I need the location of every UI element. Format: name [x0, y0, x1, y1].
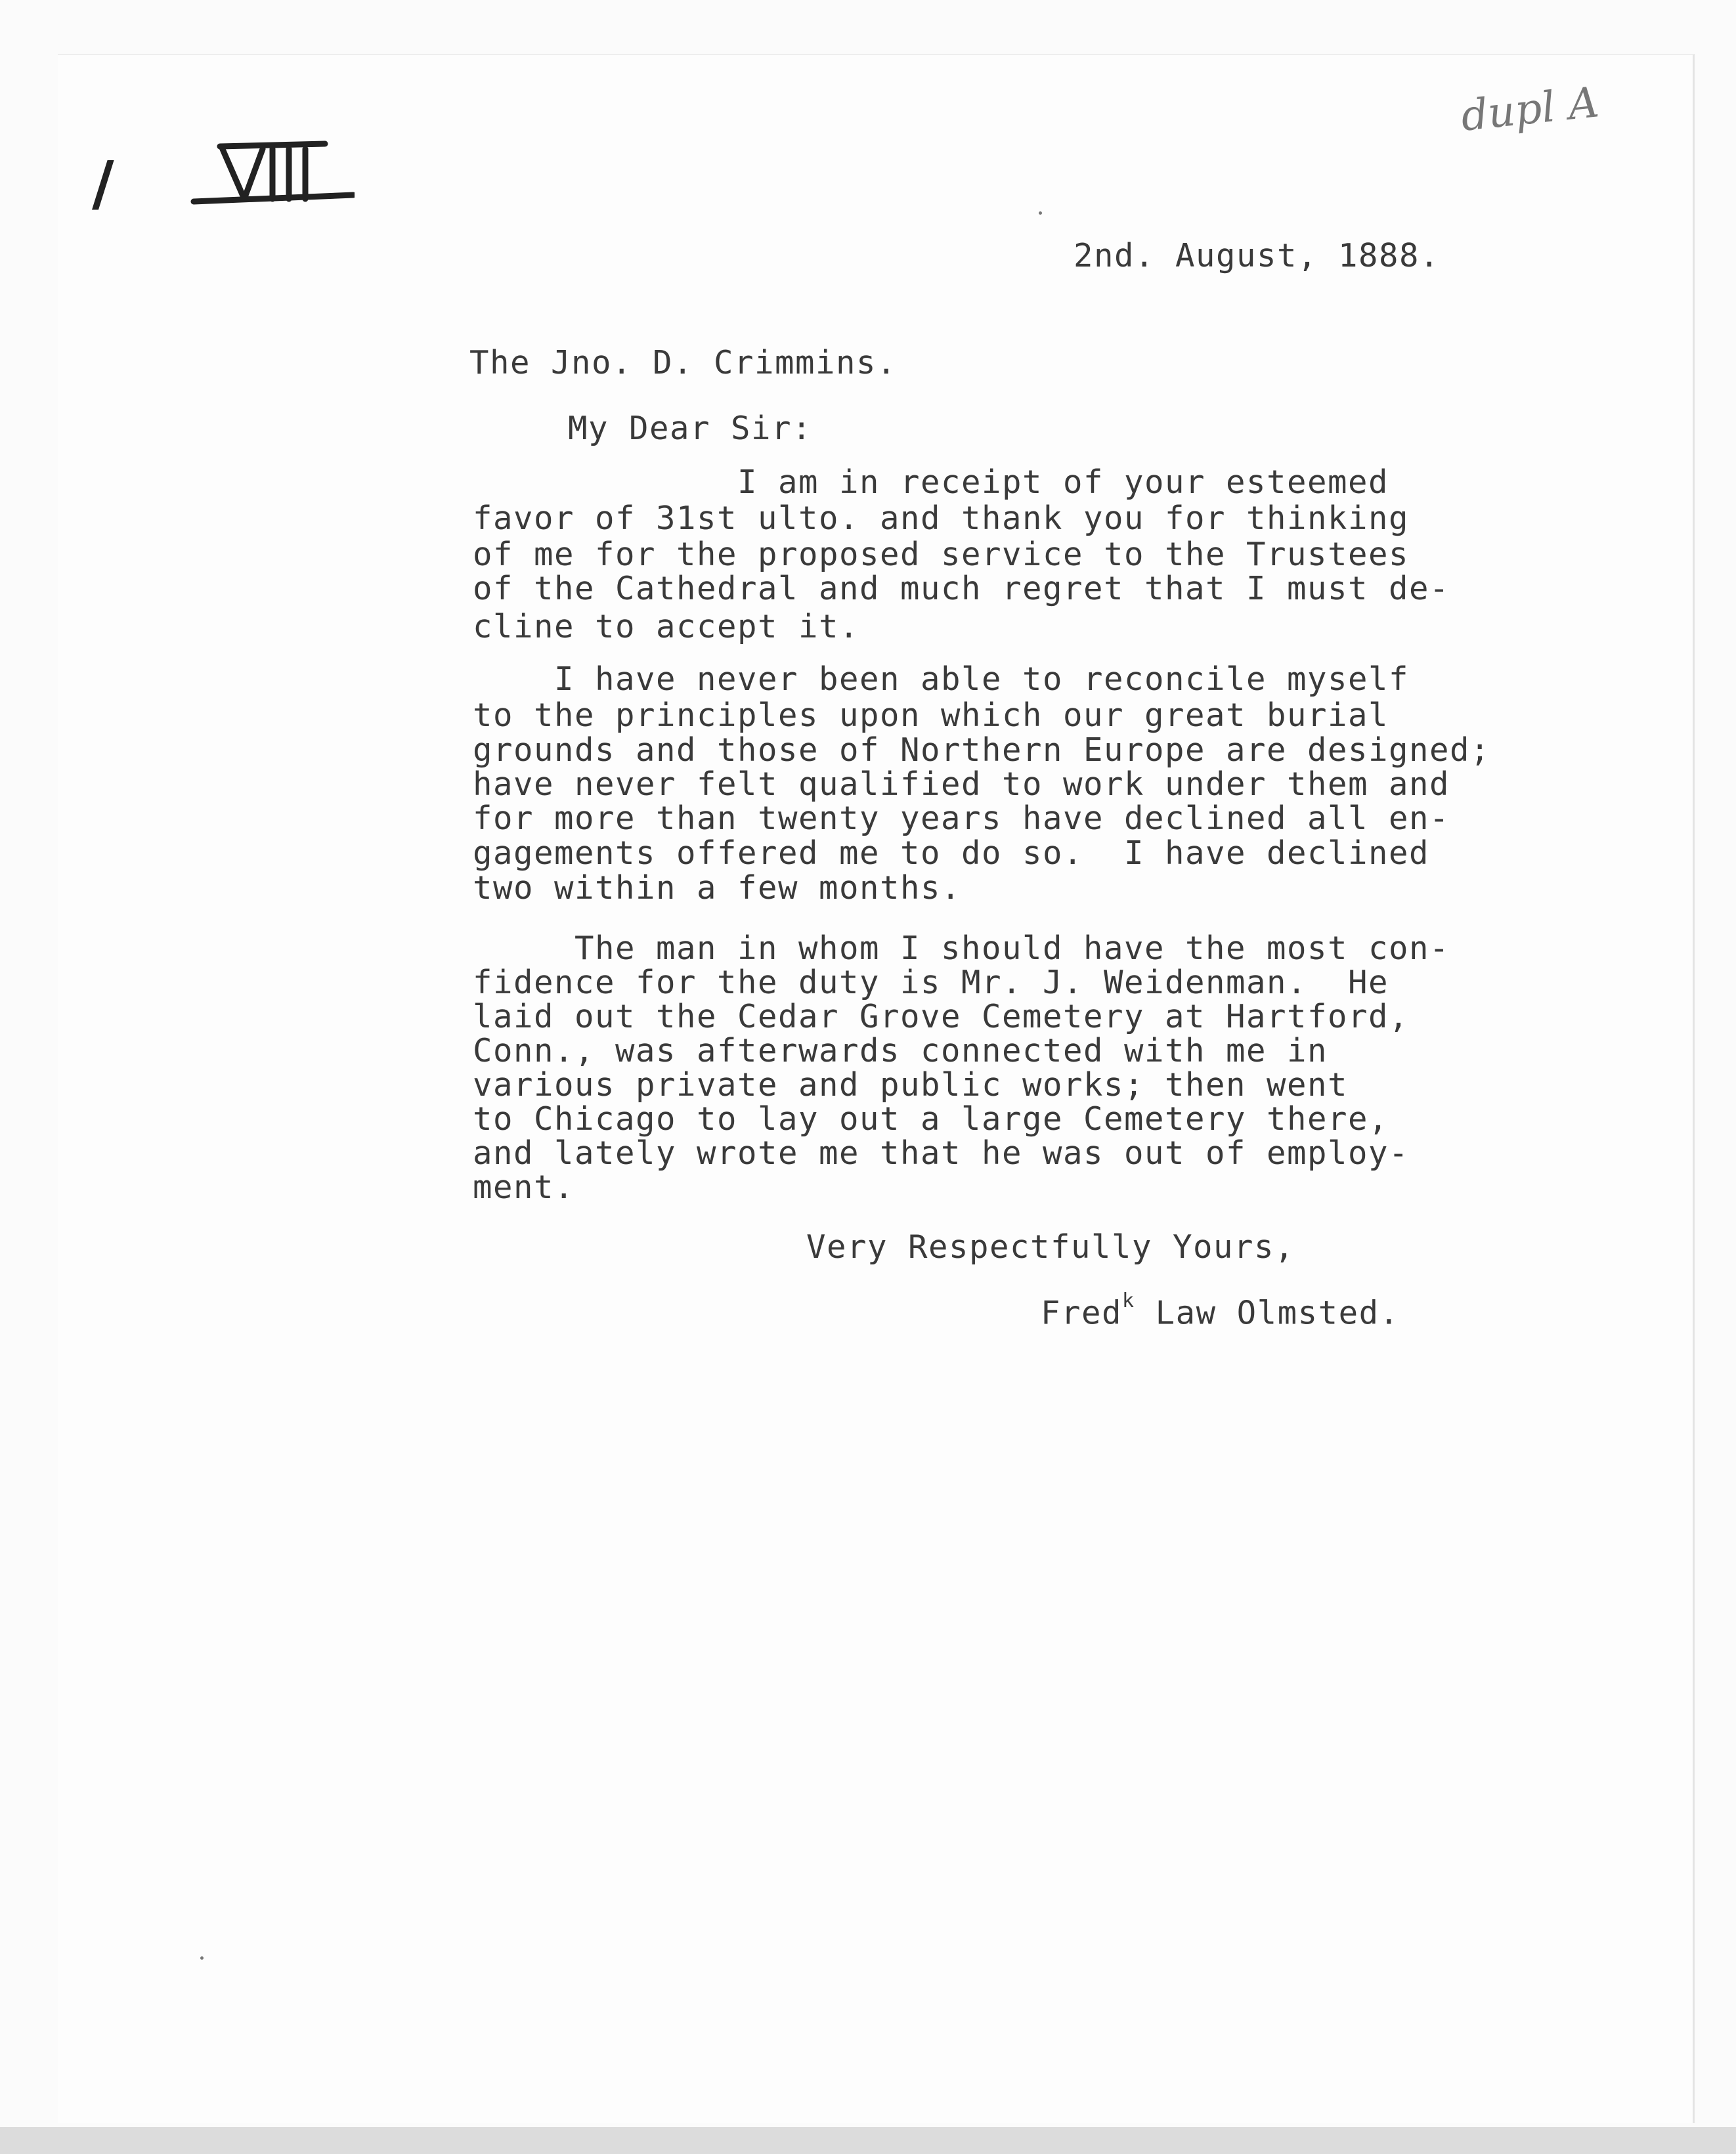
paragraph-line: Conn., was afterwards connected with me in	[473, 1032, 1328, 1069]
paragraph-line: and lately wrote me that he was out of employ-	[473, 1134, 1410, 1172]
paragraph-line: The man in whom I should have the most con-	[473, 930, 1450, 967]
paper-speck	[200, 1956, 204, 1960]
paragraph-line: gagements offered me to do so. I have declined	[473, 834, 1430, 872]
paragraph-line: for more than twenty years have declined all en-	[473, 800, 1450, 837]
scan-bottom-edge	[0, 2127, 1736, 2154]
signature-prefix: Fred	[1041, 1294, 1123, 1332]
corner-note: dupl A	[1458, 78, 1601, 141]
paragraph-line: to the principles upon which our great burial	[473, 697, 1389, 734]
paragraph-line: of the Cathedral and much regret that I must de-	[473, 570, 1450, 607]
paragraph-line: favor of 31st ulto. and thank you for thinking	[473, 500, 1410, 537]
paragraph-line: various private and public works; then went	[473, 1066, 1349, 1104]
paragraph-line: fidence for the duty is Mr. J. Weidenman. He	[473, 964, 1389, 1001]
paragraph-line: I am in receipt of your esteemed	[473, 463, 1389, 501]
paragraph-line: ment.	[473, 1169, 575, 1206]
paragraph-line: laid out the Cedar Grove Cemetery at Hartford,	[473, 998, 1410, 1035]
margin-mark: /	[92, 148, 114, 219]
paragraph-line: cline to accept it.	[473, 608, 860, 645]
paragraph-line: grounds and those of Northern Europe are designed;	[473, 731, 1491, 769]
paper-speck	[1039, 211, 1042, 215]
letter-closing: Very Respectfully Yours,	[806, 1228, 1295, 1266]
signature-suffix: Law Olmsted.	[1135, 1294, 1400, 1332]
letter-signature	[1041, 1289, 1400, 1332]
letter-addressee: The Jno. D. Crimmins.	[469, 344, 898, 381]
paragraph-line: have never felt qualified to work under them and	[473, 765, 1450, 803]
paragraph-line: to Chicago to lay out a large Cemetery there,	[473, 1100, 1389, 1138]
letter-date: 2nd. August, 1888.	[1074, 237, 1441, 274]
paragraph-line: two within a few months.	[473, 869, 962, 907]
paragraph-line: I have never been able to reconcile myself	[473, 660, 1410, 698]
roman-numeral-stamp	[190, 135, 355, 213]
signature-superscript: k	[1122, 1289, 1135, 1312]
letter-salutation: My Dear Sir:	[568, 410, 813, 447]
paragraph-line: of me for the proposed service to the Trustees	[473, 536, 1410, 573]
